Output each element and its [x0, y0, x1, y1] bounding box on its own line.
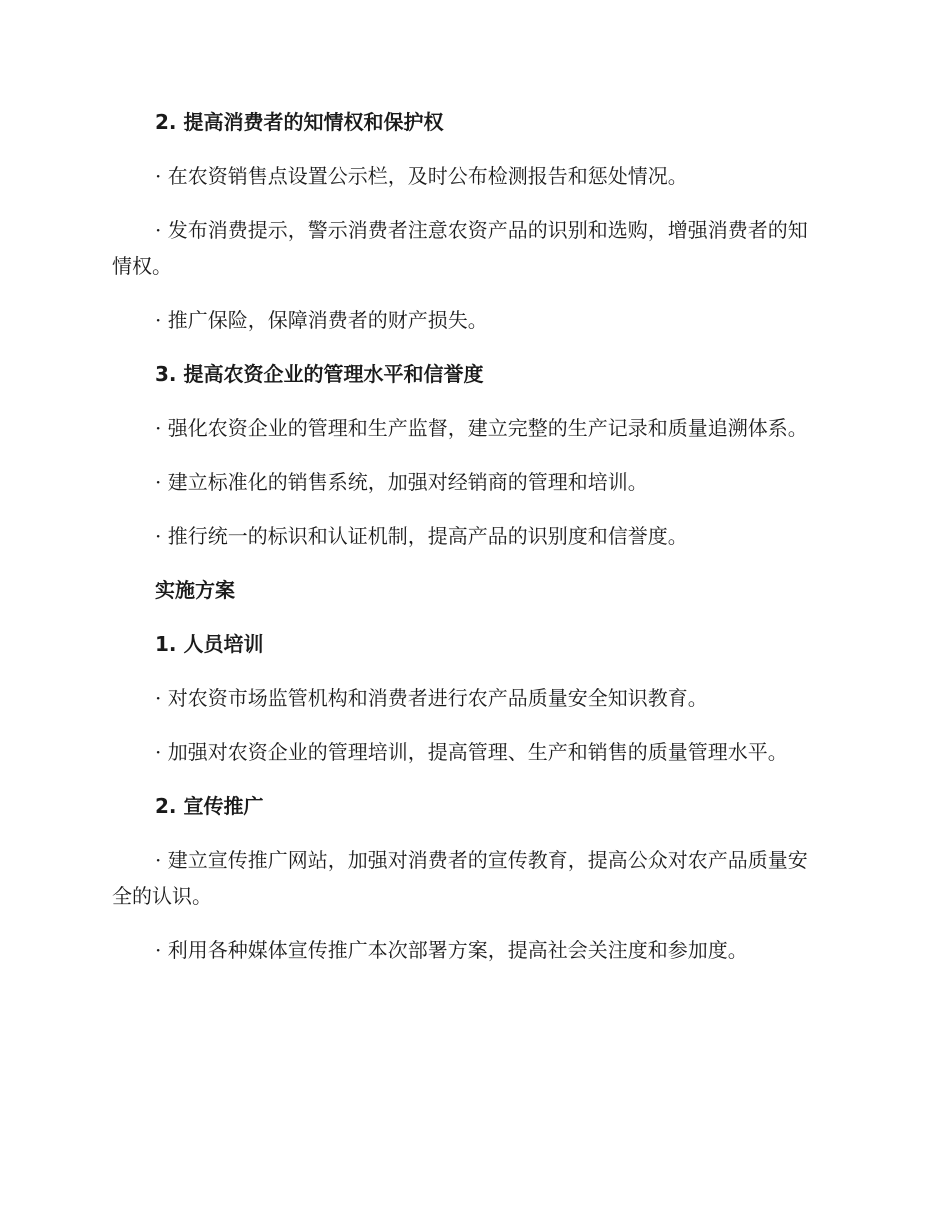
section-heading-consumer-rights: 2. 提高消费者的知情权和保护权	[155, 110, 444, 134]
section-heading-enterprise-management: 3. 提高农资企业的管理水平和信誉度	[155, 362, 484, 386]
bullet-paragraph: · 推行统一的标识和认证机制，提高产品的识别度和信誉度。	[155, 524, 688, 548]
section-heading-personnel-training: 1. 人员培训	[155, 632, 264, 656]
bullet-paragraph: · 推广保险，保障消费者的财产损失。	[155, 308, 488, 332]
bullet-paragraph: · 利用各种媒体宣传推广本次部署方案，提高社会关注度和参加度。	[155, 938, 748, 962]
bullet-paragraph: · 强化农资企业的管理和生产监督，建立完整的生产记录和质量追溯体系。	[155, 416, 808, 440]
bullet-paragraph: · 建立标准化的销售系统，加强对经销商的管理和培训。	[155, 470, 648, 494]
section-heading-implementation-plan: 实施方案	[155, 578, 235, 602]
bullet-paragraph: · 对农资市场监管机构和消费者进行农产品质量安全知识教育。	[155, 686, 708, 710]
section-heading-publicity: 2. 宣传推广	[155, 794, 264, 818]
bullet-paragraph: · 加强对农资企业的管理培训，提高管理、生产和销售的质量管理水平。	[155, 740, 788, 764]
bullet-paragraph: · 在农资销售点设置公示栏，及时公布检测报告和惩处情况。	[155, 164, 688, 188]
bullet-paragraph: · 建立宣传推广网站，加强对消费者的宣传教育，提高公众对农产品质量安全的认识。	[112, 848, 808, 908]
bullet-paragraph: · 发布消费提示，警示消费者注意农资产品的识别和选购，增强消费者的知情权。	[112, 218, 808, 278]
document-page	[112, 104, 824, 986]
